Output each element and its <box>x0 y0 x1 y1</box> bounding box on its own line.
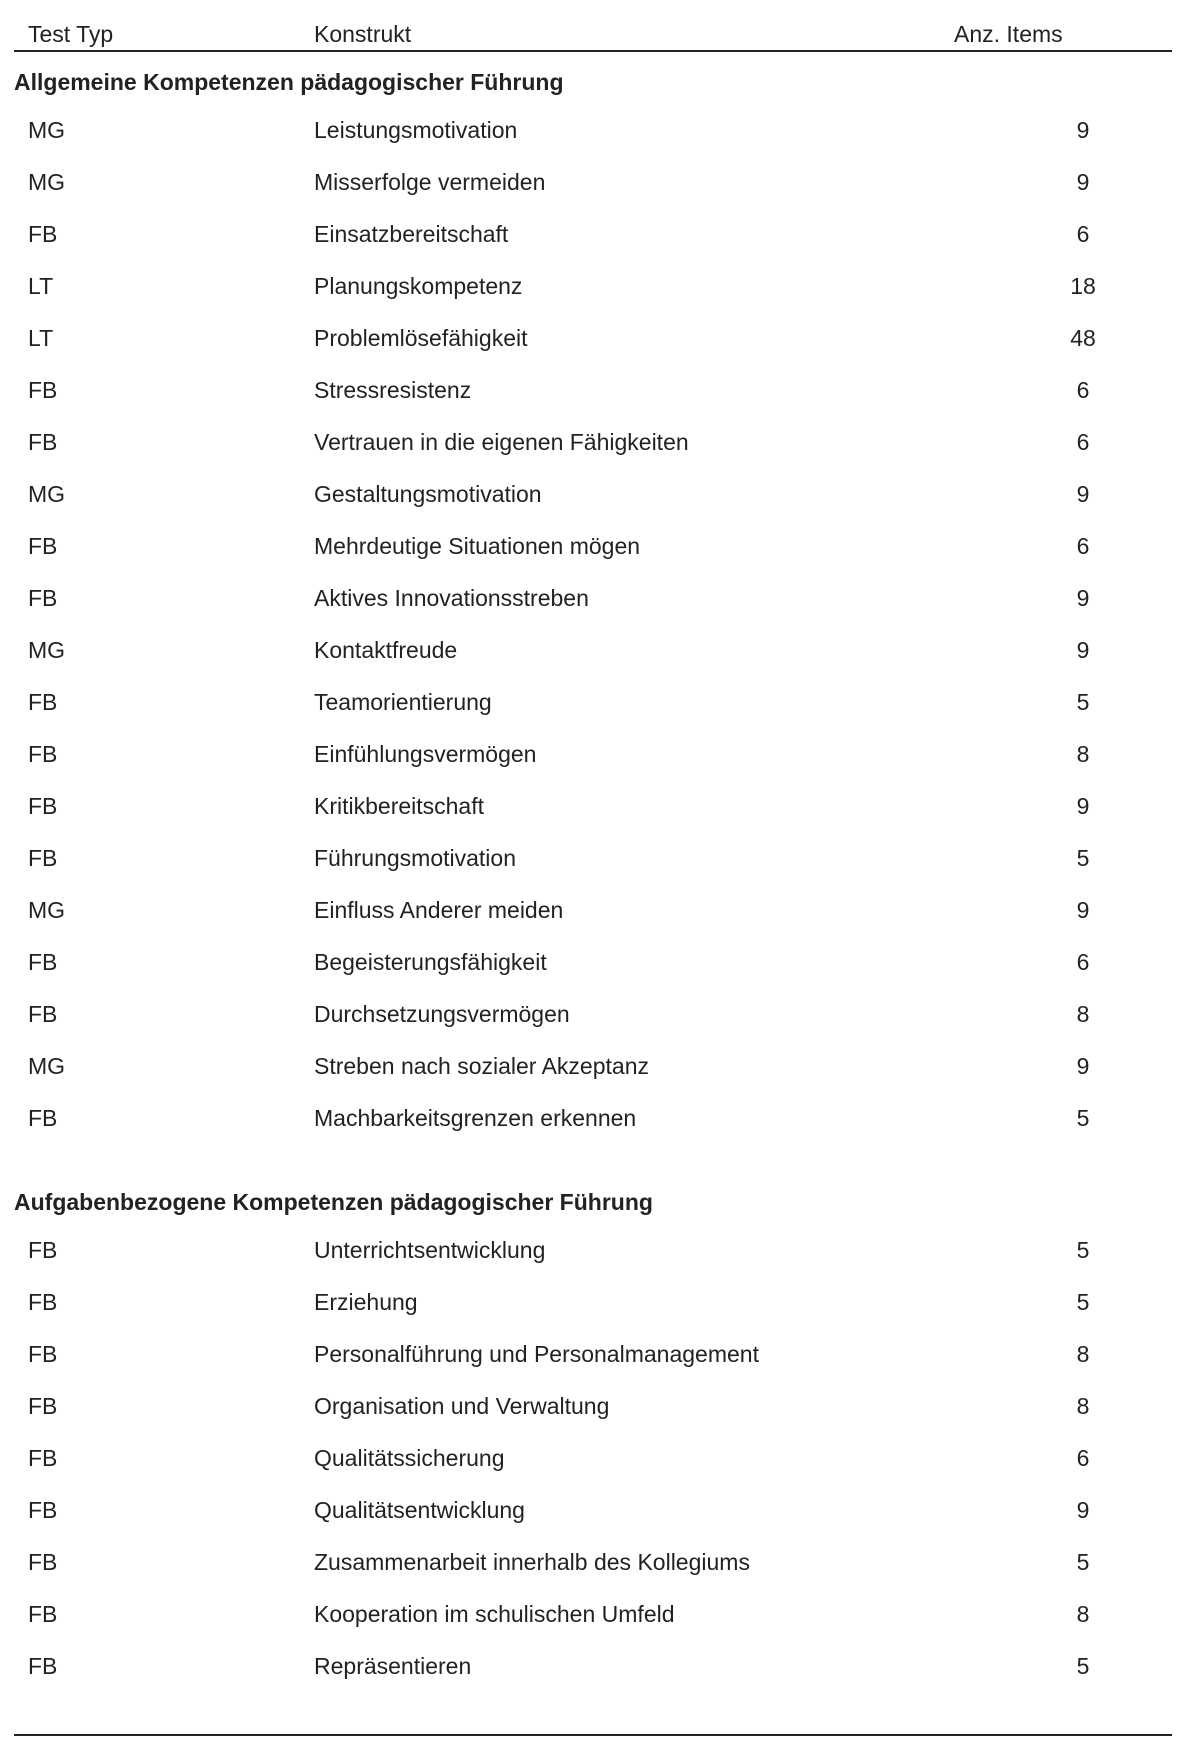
cell-item-count: 8 <box>1076 740 1090 767</box>
cell-item-count: 5 <box>1076 688 1090 715</box>
cell-construct: Qualitätssicherung <box>314 1444 505 1471</box>
cell-construct: Einfühlungsvermögen <box>314 740 537 767</box>
table-row <box>14 988 1172 1040</box>
cell-test-type: FB <box>28 1652 58 1679</box>
table-row <box>14 1040 1172 1092</box>
cell-construct: Organisation und Verwaltung <box>314 1392 610 1419</box>
cell-item-count: 5 <box>1076 1548 1090 1575</box>
cell-construct: Leistungsmotivation <box>314 116 518 143</box>
cell-item-count: 5 <box>1076 1652 1090 1679</box>
cell-item-count: 8 <box>1076 1000 1090 1027</box>
cell-construct: Streben nach sozialer Akzeptanz <box>314 1052 649 1079</box>
table-row <box>14 312 1172 364</box>
cell-construct: Machbarkeitsgrenzen erkennen <box>314 1104 637 1131</box>
cell-item-count: 9 <box>1076 1496 1090 1523</box>
table-row <box>14 260 1172 312</box>
cell-construct: Kritikbereitschaft <box>314 792 485 819</box>
cell-test-type: MG <box>28 116 66 143</box>
section-title: Aufgabenbezogene Kompetenzen pädagogischer Führung <box>14 1188 653 1215</box>
cell-test-type: MG <box>28 896 66 923</box>
cell-test-type: FB <box>28 428 58 455</box>
cell-item-count: 48 <box>1070 324 1096 351</box>
table-row <box>14 780 1172 832</box>
table-row <box>14 416 1172 468</box>
cell-item-count: 9 <box>1076 584 1090 611</box>
construct-table <box>14 18 1172 1692</box>
cell-item-count: 6 <box>1076 1444 1090 1471</box>
cell-item-count: 6 <box>1076 948 1090 975</box>
table-body <box>14 58 1172 1692</box>
cell-construct: Zusammenarbeit innerhalb des Kollegiums <box>314 1548 750 1575</box>
table-row <box>14 884 1172 936</box>
header-test-type: Test Typ <box>28 21 114 47</box>
cell-construct: Personalführung und Personalmanagement <box>314 1340 759 1367</box>
cell-item-count: 9 <box>1076 636 1090 663</box>
table-row <box>14 936 1172 988</box>
cell-item-count: 9 <box>1076 168 1090 195</box>
table-row <box>14 208 1172 260</box>
cell-test-type: FB <box>28 1548 58 1575</box>
section-title: Allgemeine Kompetenzen pädagogischer Führung <box>14 68 564 95</box>
cell-construct: Teamorientierung <box>314 688 492 715</box>
table-row <box>14 676 1172 728</box>
cell-item-count: 5 <box>1076 1288 1090 1315</box>
cell-construct: Mehrdeutige Situationen mögen <box>314 532 641 559</box>
cell-test-type: FB <box>28 1104 58 1131</box>
cell-construct: Qualitätsentwicklung <box>314 1496 525 1523</box>
cell-test-type: FB <box>28 532 58 559</box>
table-row <box>14 832 1172 884</box>
table-row <box>14 1536 1172 1588</box>
table-row <box>14 624 1172 676</box>
cell-test-type: FB <box>28 220 58 247</box>
header-item-count: Anz. Items <box>954 21 1063 47</box>
table-row <box>14 364 1172 416</box>
cell-construct: Erziehung <box>314 1288 418 1315</box>
cell-item-count: 6 <box>1076 532 1090 559</box>
table-row <box>14 520 1172 572</box>
table-row <box>14 728 1172 780</box>
cell-item-count: 8 <box>1076 1600 1090 1627</box>
cell-item-count: 5 <box>1076 1104 1090 1131</box>
cell-test-type: FB <box>28 1340 58 1367</box>
cell-test-type: FB <box>28 584 58 611</box>
cell-item-count: 18 <box>1070 272 1096 299</box>
table-row <box>14 104 1172 156</box>
table-row <box>14 1092 1172 1144</box>
section-rows <box>14 104 1172 1144</box>
cell-item-count: 8 <box>1076 1392 1090 1419</box>
table-row <box>14 1640 1172 1692</box>
cell-construct: Einsatzbereitschaft <box>314 220 509 247</box>
table-row <box>14 1224 1172 1276</box>
cell-test-type: FB <box>28 844 58 871</box>
cell-construct: Unterrichtsentwicklung <box>314 1236 546 1263</box>
cell-test-type: FB <box>28 1496 58 1523</box>
table-header <box>14 18 1172 52</box>
cell-construct: Vertrauen in die eigenen Fähigkeiten <box>314 428 689 455</box>
cell-item-count: 9 <box>1076 116 1090 143</box>
cell-construct: Stressresistenz <box>314 376 472 403</box>
cell-test-type: FB <box>28 948 58 975</box>
table-row <box>14 1432 1172 1484</box>
cell-test-type: LT <box>28 324 54 351</box>
table-row <box>14 468 1172 520</box>
table-row <box>14 156 1172 208</box>
cell-construct: Problemlösefähigkeit <box>314 324 528 351</box>
cell-construct: Kooperation im schulischen Umfeld <box>314 1600 675 1627</box>
cell-item-count: 6 <box>1076 376 1090 403</box>
table-bottom-rule <box>14 1734 1172 1736</box>
cell-test-type: FB <box>28 1236 58 1263</box>
cell-item-count: 5 <box>1076 1236 1090 1263</box>
table-row <box>14 1484 1172 1536</box>
cell-test-type: FB <box>28 792 58 819</box>
cell-test-type: MG <box>28 636 66 663</box>
cell-test-type: FB <box>28 1288 58 1315</box>
cell-construct: Planungskompetenz <box>314 272 523 299</box>
table-row <box>14 1276 1172 1328</box>
cell-item-count: 8 <box>1076 1340 1090 1367</box>
cell-test-type: MG <box>28 480 66 507</box>
cell-construct: Kontaktfreude <box>314 636 458 663</box>
section-rows <box>14 1224 1172 1692</box>
table-row <box>14 572 1172 624</box>
table-row <box>14 1380 1172 1432</box>
header-construct: Konstrukt <box>314 21 412 47</box>
cell-construct: Begeisterungsfähigkeit <box>314 948 547 975</box>
cell-item-count: 5 <box>1076 844 1090 871</box>
cell-test-type: FB <box>28 1392 58 1419</box>
cell-item-count: 9 <box>1076 896 1090 923</box>
cell-test-type: FB <box>28 376 58 403</box>
cell-test-type: MG <box>28 168 66 195</box>
cell-construct: Repräsentieren <box>314 1652 472 1679</box>
cell-construct: Misserfolge vermeiden <box>314 168 546 195</box>
cell-item-count: 6 <box>1076 220 1090 247</box>
cell-construct: Gestaltungsmotivation <box>314 480 542 507</box>
cell-construct: Durchsetzungsvermögen <box>314 1000 570 1027</box>
cell-test-type: FB <box>28 1000 58 1027</box>
cell-test-type: FB <box>28 740 58 767</box>
cell-item-count: 6 <box>1076 428 1090 455</box>
cell-item-count: 9 <box>1076 480 1090 507</box>
cell-item-count: 9 <box>1076 1052 1090 1079</box>
cell-construct: Einfluss Anderer meiden <box>314 896 564 923</box>
table-row <box>14 1328 1172 1380</box>
cell-test-type: FB <box>28 688 58 715</box>
cell-test-type: FB <box>28 1444 58 1471</box>
cell-item-count: 9 <box>1076 792 1090 819</box>
cell-construct: Führungsmotivation <box>314 844 516 871</box>
cell-test-type: FB <box>28 1600 58 1627</box>
table-row <box>14 1588 1172 1640</box>
cell-construct: Aktives Innovationsstreben <box>314 584 589 611</box>
cell-test-type: MG <box>28 1052 66 1079</box>
cell-test-type: LT <box>28 272 54 299</box>
